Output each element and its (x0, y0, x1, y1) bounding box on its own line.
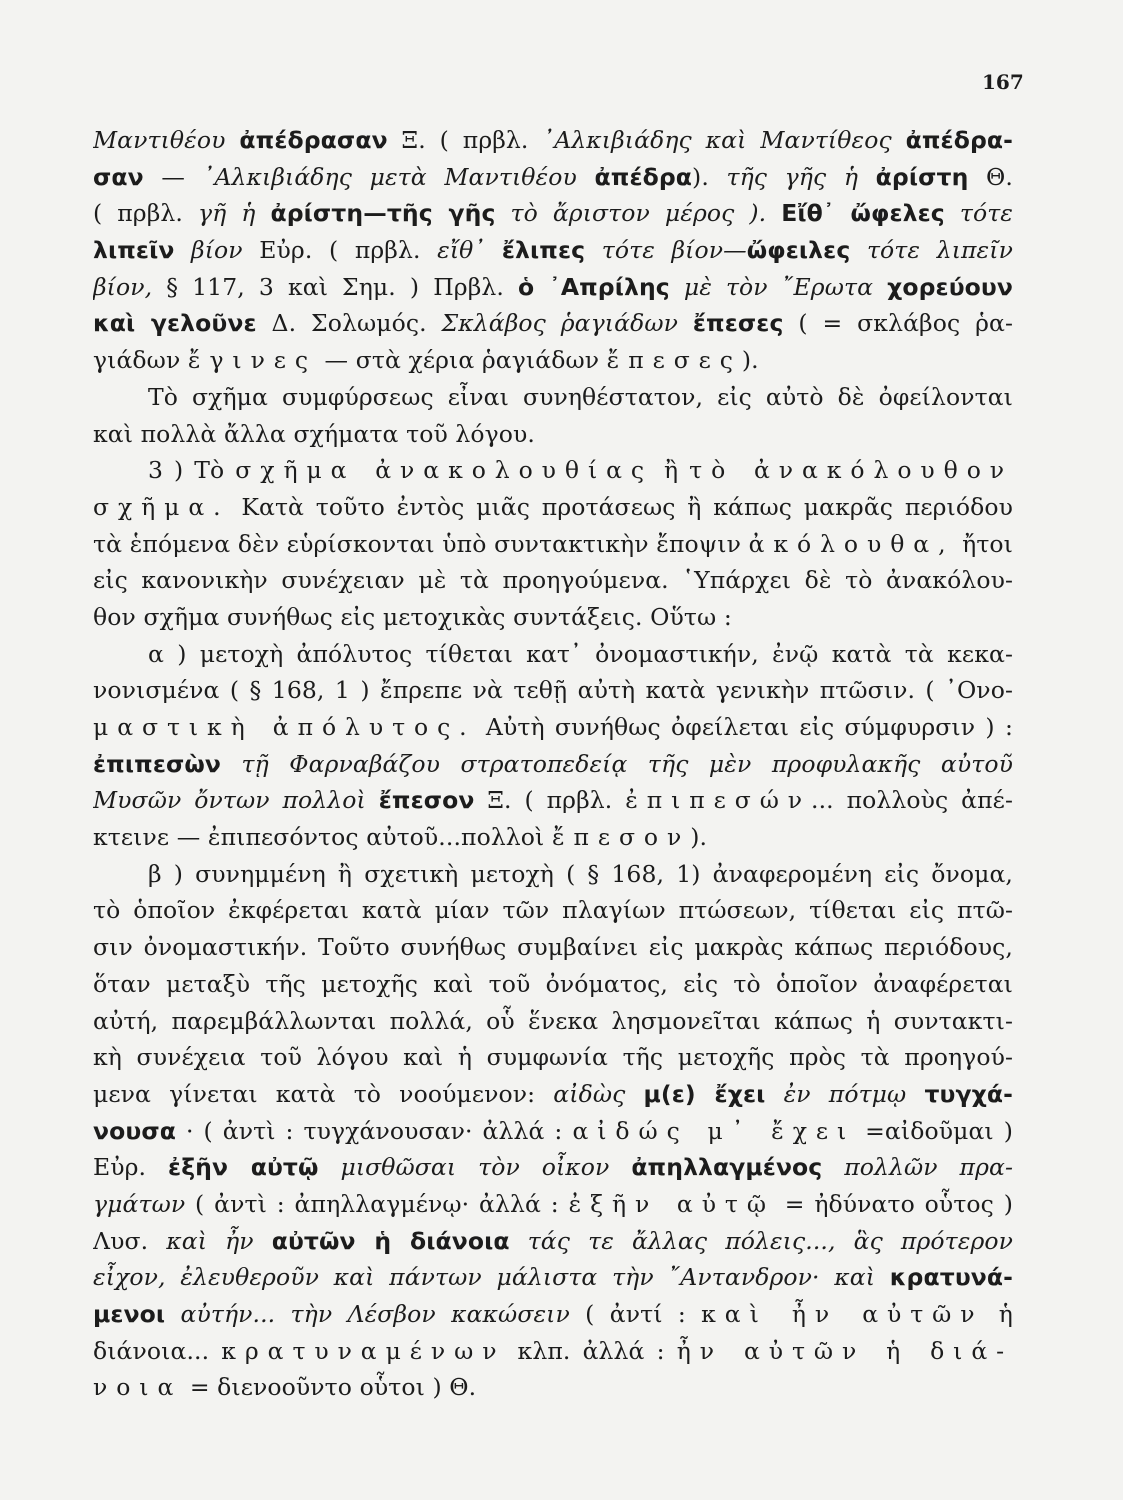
text-segment: ἀπέδρα- (905, 126, 1013, 154)
text-segment: ἀρίστη (875, 162, 969, 191)
text-line (93, 1003, 1013, 1040)
text-segment: τότε βίον— (585, 236, 747, 265)
text-segment: κὴ συνέχεια τοῦ λόγου καὶ ἡ συμφωνία τῆς μετοχῆς πρὸς τὰ προηγού- (93, 1043, 1013, 1072)
text-line (93, 1223, 1013, 1260)
text-segment: ἀκόλουθα, (748, 529, 955, 558)
text-line (93, 379, 1013, 416)
text-line (93, 1076, 1013, 1113)
text-line (93, 122, 1013, 159)
text-segment: εἰς κανονικὴν συνέχειαν μὲ τὰ προηγούμενα. ῾Υπάρχει δὲ τὸ ἀνακόλου- (93, 566, 1013, 595)
text-segment: ᾿Αλκιβιάδης μετὰ Μαντιθέου (202, 162, 595, 191)
text-segment: ἢ (653, 456, 690, 485)
text-line (93, 1296, 1013, 1333)
text-segment: ἐπιπεσών (625, 786, 812, 815)
text-segment: ἔπεσες (692, 309, 784, 338)
text-line (93, 1039, 1013, 1076)
text-segment: ( ἀντί : (569, 1300, 702, 1328)
text-segment: ἀπέδρασαν (239, 126, 388, 154)
text-segment: μενα γίνεται κατὰ τὸ νοούμενον: (93, 1079, 554, 1108)
text-line (93, 856, 1013, 893)
text-segment: — στὰ χέρια ῥαγιάδων (316, 346, 607, 375)
text-segment: αὐτή, παρεμβάλλωνται πολλά, οὗ ἕνεκα λησμονεῖται κάπως ἡ συντακτι- (93, 1006, 1013, 1035)
text-line (93, 1186, 1013, 1223)
text-segment: β ) συνημμένη ἢ σχετικὴ μετοχὴ ( § 168, 1) ἀναφερομένη εἰς ὄνομα, (148, 859, 1013, 888)
text-segment: ἐξῆν αὐτῷ (568, 1189, 775, 1218)
text-segment: τότε (944, 199, 1013, 228)
text-segment: ἔπεσον (551, 823, 691, 852)
text-segment: μὲ τὸν ῎Ερωτα (669, 272, 888, 301)
text-segment: γῆ ἡ (197, 199, 271, 228)
text-line (93, 672, 1013, 709)
text-segment: Τὸ σχῆμα συμφύρσεως εἶναι συνηθέστατον, εἰς αὐτὸ δὲ ὀφείλονται (148, 382, 1013, 411)
text-segment: μενοι (93, 1300, 166, 1328)
text-segment: αὐτήν... τὴν Λέσβον κακώσειν (165, 1300, 570, 1328)
text-segment: αὐτῶν ἡ διάνοια (271, 1226, 510, 1255)
text-line (93, 782, 1013, 819)
text-segment: τὸ ἄριστον μέρος ). (495, 199, 782, 228)
text-line (93, 159, 1013, 196)
text-segment: 3 ) Τὸ (148, 456, 236, 485)
text-segment: λιπεῖν (93, 236, 175, 265)
text-segment: ὤφειλες (746, 236, 851, 265)
text-line (93, 636, 1013, 673)
text-segment: Αὐτὴ συνήθως ὀφείλεται εἰς σύμφυρσιν ) : (475, 713, 1013, 741)
text-segment: · ( ἀντὶ : τυγχάνουσαν· ἀλλά : (175, 1116, 573, 1145)
text-segment: σχῆμα. (93, 492, 230, 521)
text-segment: γιάδων (93, 346, 188, 375)
text-segment: ( ἀντὶ : ἀπηλλαγμένῳ· ἀλλά : (185, 1189, 569, 1218)
text-segment: κλπ. ἀλλά : (505, 1336, 677, 1365)
text-segment: ἀπέδρα (594, 162, 693, 191)
text-segment: — (143, 162, 203, 191)
text-segment: τότε λιπεῖν (850, 236, 1013, 265)
text-segment: τὰ ἑπόμενα δὲν εὑρίσκονται ὑπὸ συντακτικὴν ἔποψιν (93, 529, 749, 558)
text-line (93, 305, 1013, 342)
text-line (93, 1369, 1013, 1406)
text-segment: ὁ ᾿Απρίλης (517, 272, 670, 301)
text-segment: Λυσ. (93, 1226, 167, 1255)
text-segment: ᾿Αλκιβιάδης καὶ Μαντίθεος (542, 126, 906, 154)
text-line (93, 195, 1013, 232)
text-segment: Μαντιθέου (93, 126, 240, 154)
text-segment: τῆς γῆς ἡ (726, 162, 876, 191)
text-segment: ( = σκλάβος ῥα- (783, 309, 1013, 338)
body-text (93, 122, 1013, 1406)
text-segment: αἰδὼς (553, 1079, 644, 1108)
text-segment: Εἴθ᾿ ὤφελες (781, 199, 945, 228)
text-segment: ἐν πότμῳ (765, 1079, 925, 1108)
text-line (93, 1259, 1013, 1296)
text-segment: ἤτοι (954, 529, 1013, 558)
text-line (93, 599, 1013, 636)
text-segment: μισθῶσαι τὸν οἶκον (318, 1153, 632, 1182)
text-segment: ( πρβλ. (93, 199, 198, 228)
text-segment: μαστικὴ ἀπόλυτος. (93, 713, 476, 741)
text-segment: θον σχῆμα συνήθως εἰς μετοχικὰς συντάξεις. Οὕτω : (93, 602, 732, 631)
text-line (93, 819, 1013, 856)
text-line (93, 966, 1013, 1003)
text-line (93, 1149, 1013, 1186)
text-segment: α ) μετοχὴ ἀπόλυτος τίθεται κατ᾿ ὀνομαστικήν, ἐνῷ κατὰ τὰ κεκα- (148, 639, 1013, 668)
text-segment: νουσα (93, 1116, 176, 1145)
text-line (93, 452, 1013, 489)
text-segment: ἀπηλλαγμένος (631, 1153, 823, 1182)
text-line (93, 746, 1013, 783)
text-segment: εἴθ᾿ (437, 236, 502, 265)
text-segment: σιν ὀνομαστικήν. Τοῦτο συνήθως συμβαίνει εἰς μακρὰς κάπως περιόδους, (93, 933, 1013, 962)
text-segment: πολλῶν πρα- (822, 1153, 1013, 1182)
text-segment: βίον, (93, 272, 153, 301)
text-segment: =αἰδοῦμαι ) (855, 1116, 1013, 1145)
text-segment: τάς τε ἄλλας πόλεις..., ἃς πρότερον (509, 1226, 1013, 1255)
text-segment: αἰδώς μ᾿ ἔχει (572, 1116, 856, 1145)
text-segment: κρατυνά- (889, 1263, 1013, 1292)
text-segment: Κατὰ τοῦτο ἐντὸς μιᾶς προτάσεως ἢ κάπως μακρᾶς περιόδου (229, 492, 1013, 521)
text-segment: Δ. Σολωμός. (256, 309, 442, 338)
text-segment: Ξ. ( πρβλ. (387, 126, 543, 154)
text-segment: ). (692, 162, 727, 191)
text-segment: Ξ. ( πρβλ. (474, 786, 626, 815)
page-number: 167 (982, 70, 1024, 94)
text-line (93, 892, 1013, 929)
text-segment: μ(ε) ἔχει (643, 1079, 766, 1108)
text-line (93, 342, 1013, 379)
text-line (93, 232, 1013, 269)
text-segment: = ἠδύνατο οὗτος ) (774, 1189, 1013, 1218)
text-segment: Σκλάβος ῥαγιάδων (441, 309, 693, 338)
text-line (93, 269, 1013, 306)
text-line (93, 526, 1013, 563)
text-segment: ὅταν μεταξὺ τῆς μετοχῆς καὶ τοῦ ὀνόματος, εἰς τὸ ὁποῖον ἀναφέρεται (93, 969, 1013, 998)
text-segment: τῇ Φαρναβάζου στρατοπεδείᾳ τῆς μὲν προφυλακῆς αὐτοῦ (221, 749, 1013, 778)
text-segment: § 117, 3 καὶ Σημ. ) Πρβλ. (152, 272, 518, 301)
text-segment: ἔλιπες (501, 236, 586, 265)
text-segment: χορεύουν (887, 272, 1013, 301)
text-segment: ἐπιπεσὼν (93, 749, 222, 778)
text-segment: σαν (93, 162, 144, 191)
text-segment: ἦν αὐτῶν ἡ διά- (676, 1336, 1013, 1365)
text-segment: κτεινε — ἐπιπεσόντος αὐτοῦ...πολλοὶ (93, 823, 552, 852)
text-segment: ἔπεσον (378, 786, 475, 815)
text-segment: Θ. (968, 162, 1013, 191)
text-segment: σχῆμα ἀνακολουθίας (235, 456, 654, 485)
text-line (93, 562, 1013, 599)
text-line (93, 1113, 1013, 1150)
text-segment: καὶ ἦν (166, 1226, 272, 1255)
text-segment: διάνοια... (93, 1336, 222, 1365)
text-segment: ἡ (983, 1300, 1013, 1328)
text-segment: ἔγινες (187, 346, 317, 375)
text-segment: τὸ ἀνακόλουθον (689, 456, 1013, 485)
text-segment: καὶ ἦν αὐτῶν (701, 1300, 984, 1328)
text-segment: = διενοοῦντο οὗτοι ) Θ. (182, 1373, 477, 1402)
text-line (93, 1333, 1013, 1370)
text-segment: γμάτων (93, 1189, 186, 1218)
text-segment: καὶ γελοῦνε (93, 309, 257, 338)
text-line (93, 489, 1013, 526)
text-segment: καὶ πολλὰ ἄλλα σχήματα τοῦ λόγου. (93, 419, 535, 448)
text-segment: ). (690, 823, 708, 852)
text-line (93, 416, 1013, 453)
text-segment: ἐξῆν αὐτῷ (168, 1153, 319, 1182)
text-segment: νονισμένα ( § 168, 1 ) ἔπρεπε νὰ τεθῇ αὐτὴ κατὰ γενικὴν πτῶσιν. ( ᾿Ονο- (93, 676, 1013, 705)
text-segment: βίον (174, 236, 260, 265)
text-segment: ἀρίστη—τῆς γῆς (270, 199, 496, 228)
text-segment: εἶχον, ἐλευθεροῦν καὶ πάντων μάλιστα τὴν ῎Αντανδρον· καὶ (93, 1263, 890, 1292)
text-segment: Εὐρ. (93, 1153, 169, 1182)
text-segment: τὸ ὁποῖον ἐκφέρεται κατὰ μίαν τῶν πλαγίων πτώσεων, τίθεται εἰς πτῶ- (93, 896, 1013, 925)
text-segment: ... πολλοὺς ἀπέ- (811, 786, 1013, 815)
text-segment: νοια (93, 1373, 183, 1402)
text-segment: ). (741, 346, 759, 375)
text-line (93, 929, 1013, 966)
text-segment: κρατυναμένων (221, 1336, 506, 1365)
text-segment: ἔπεσες (606, 346, 742, 375)
text-segment: Εὐρ. ( πρβλ. (259, 236, 438, 265)
text-segment: τυγχά- (924, 1079, 1013, 1108)
text-segment: Μυσῶν ὄντων πολλοὶ (93, 786, 379, 815)
text-line (93, 709, 1013, 746)
